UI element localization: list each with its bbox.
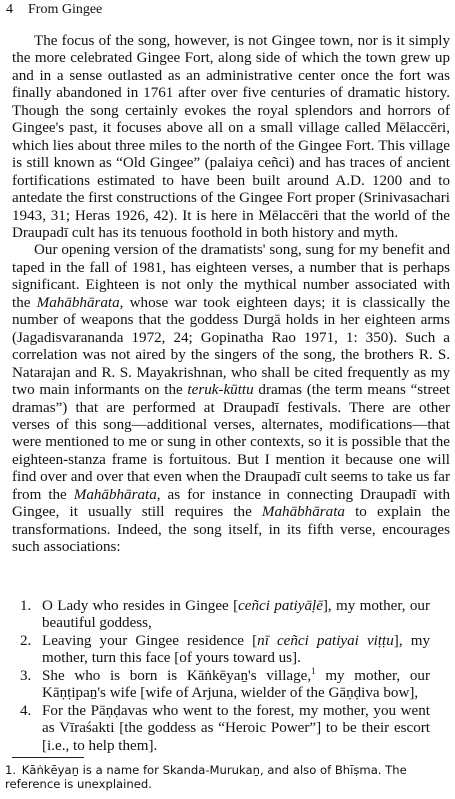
- paragraph-1: The focus of the song, however, is not Gingee town, nor is it simply the more celebrated Gingee Fort, along side of which the town grew up and in a sense outlasted as an administrative center once the fort was finally abandoned in 1761 after over five centuries of dramatic history. Though the song certainly evokes the royal splendors and horrors of Gingee's past, it focuses above all on a small village called Mēlaccēri, which lies about three miles to the north of the Gingee Fort. This village is still known as “Old Gingee” (palaiya ceñci) and has traces of ancient fortifications estimated to have been built around A.D. 1200 and to antedate the first constructions of the Gingee Fort proper (Srinivasachari 1943, 31; Heras 1926, 42). It is here in Mēlaccēri that the world of the Draupadī cult has its tenuous foothold in both history and myth.: [12, 33, 450, 241]
- running-head: [6, 1, 102, 18]
- footnote-text: Kāṅkēyaṉ is a name for Skanda-Murukaṉ, and also of Bhīṣma. The reference is unexplained.: [5, 763, 407, 791]
- verse-text: She who is born is Kāṅkēyaṉ's village,: [42, 667, 312, 684]
- verse-tamil-phrase: ceñci patiyāḷē: [238, 598, 323, 614]
- verse-item: [20, 633, 430, 668]
- verse-item: [20, 703, 430, 755]
- paragraph-2-text-e: to explain the transformations. Indeed, the song itself, in its fifth verse, encourages such associations:: [12, 504, 450, 556]
- page-number: 4: [6, 2, 13, 17]
- running-title: From Gingee: [28, 2, 103, 17]
- paragraph-2-text-b: , whose war took eighteen days; it is classically the number of weapons that the goddess Durgā holds in her eighteen arms (Jagadisvarananda 1972, 24; Gopinatha Rao 1971, 1: 350). Such a correlation was not aired by the singers of the song, the brothers R. S. Natarajan and R. S. Mayakrishnan, who shall be cited frequently as my two main informants on the: [12, 294, 450, 399]
- verse-item: [20, 598, 430, 633]
- title-mahabharata: Mahābhārata: [36, 294, 120, 311]
- title-mahabharata: Mahābhārata: [73, 486, 157, 503]
- footnote-reference[interactable]: 1: [311, 665, 316, 676]
- footnote: [5, 763, 445, 791]
- verse-item: [20, 665, 431, 703]
- verse-text: O Lady who resides in Gingee [: [42, 598, 239, 614]
- title-mahabharata: Mahābhārata: [261, 504, 345, 521]
- verse-text: For the Pāṇḍavas who went to the forest, my mother, you went as Vīraśakti [the goddess as “Heroic Power”] to be their escort [i.e., to help them].: [42, 702, 430, 754]
- verse-number: 1.: [20, 598, 32, 614]
- verse-text: ], my mother, turn this face [of yours toward us].: [42, 632, 430, 667]
- verse-text: ], my mother, our beautiful goddess,: [42, 598, 430, 632]
- verse-number: 4.: [20, 702, 32, 719]
- verse-list: [20, 598, 430, 755]
- verse-text: Leaving your Gingee residence [: [42, 632, 258, 649]
- paragraph-2-text-a: Our opening version of the dramatists' song, sung for my benefit and taped in the fall of 1981, has eighteen verses, a number that is perhaps significant. Eighteen is not only the mythical number associated with the: [12, 242, 450, 311]
- paragraph-2-text-d: , as for instance in connecting Draupadī with Gingee, it usually still requires the: [12, 486, 450, 521]
- paragraph-2: [12, 242, 450, 556]
- paragraph-2-text-c: dramas (the term means “street dramas”) that are performed at Draupadī festivals. There are other verses of this song—additional verses, alternates, modifications—that were mentioned to me or sung in other contexts, so it is possible that the eighteen-stanza frame is fortuitous. But I mention it because one will find over and over that even when the Draupadī cult seems to take us far from the: [12, 382, 450, 503]
- verse-number: 3.: [20, 667, 32, 684]
- verse-number: 2.: [20, 632, 32, 649]
- verse-text: my mother, our Kāṇṭipaṉ's wife [wife of Arjuna, wielder of the Gāṇḍiva bow],: [42, 667, 431, 702]
- body-text: [12, 33, 450, 557]
- term-terukkuttu: teruk-kūttu: [187, 382, 254, 399]
- footnote-number: 1.: [5, 763, 17, 777]
- footnote-divider: [12, 757, 84, 758]
- verse-tamil-phrase: nī ceñci patiyai viṭṭu: [257, 632, 394, 649]
